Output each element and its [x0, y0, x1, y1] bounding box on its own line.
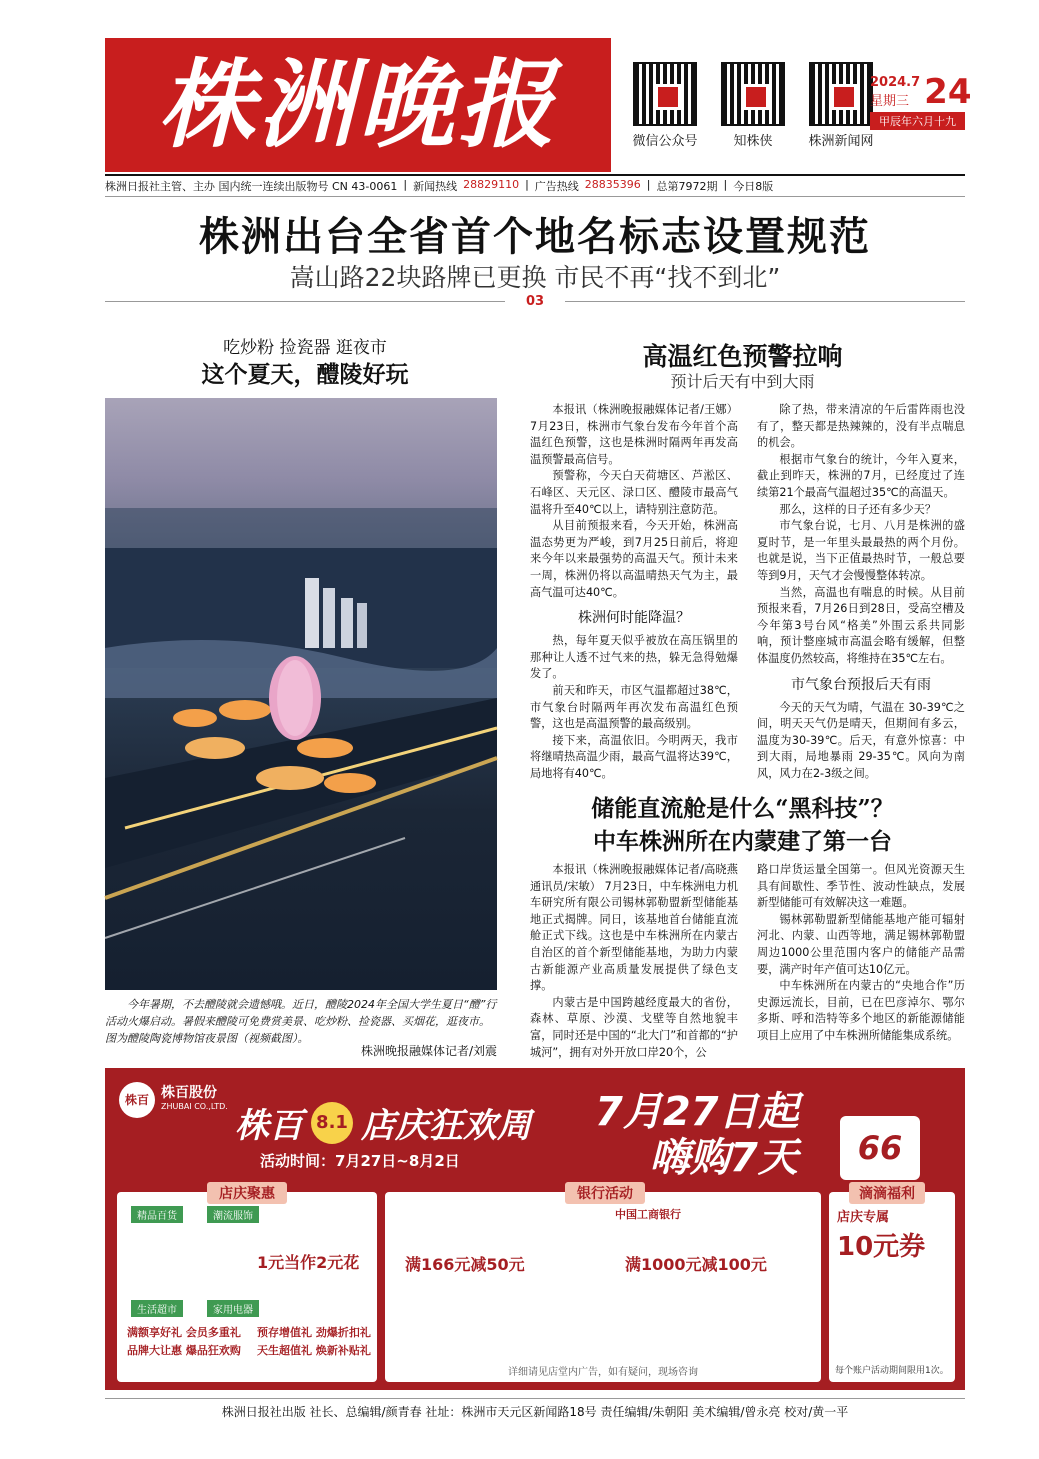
bank-offer: 满166元减50元: [405, 1255, 525, 1274]
weather-column-2: [757, 402, 965, 780]
advertisement[interactable]: [105, 1068, 965, 1390]
paragraph: 锡林郭勒盟新型储能基地产能可辐射河北、内蒙、山西等地，满足锡林郭勒盟周边1000公里范围内客户的储能产品需要，满产时年产值可达10亿元。: [757, 912, 965, 976]
feature-caption: 今年暑期，不去醴陵就会遗憾哦。近日，醴陵2024年全国大学生夏日“醴”行活动火爆启动。暑假来醴陵可免费赏美景、吃炒粉、捡瓷器、买烟花，逛夜市。图为醴陵陶瓷博物馆夜景图（视频截图）。: [105, 998, 497, 1045]
date-weekday: 星期三: [870, 94, 910, 109]
bank-offer: 满1000元减100元: [625, 1255, 767, 1274]
section-heading: 市气象台预报后天有雨: [791, 676, 931, 693]
ad-date-big-1: 7月27日起: [595, 1089, 799, 1135]
paragraph: 从目前预报来看，今天开始，株洲高温态势更为严峻，到7月25日前后，将迎来今年以来最强势的高温天气。预计未来一周，株洲仍将以高温晴热天气为主，最高气温可达40℃。: [530, 519, 738, 599]
lead-headline[interactable]: 株洲出台全省首个地名标志设置规范: [199, 214, 871, 260]
paragraph: 今天的天气为晴，气温在 30-39℃之间，明天天气仍是晴天，但期间有多云，温度为30-39℃。后天，有意外惊喜：中到大雨，局地暴雨 29-35℃。风向为南风，风力在2-3级之间。: [757, 700, 965, 780]
qr-label: 株洲新闻网: [808, 134, 874, 149]
category-tag[interactable]: 潮流服饰: [207, 1206, 259, 1223]
brand-logo-icon: 株百: [119, 1082, 155, 1118]
panel-heading: 银行活动: [565, 1182, 645, 1204]
category-tag[interactable]: 精品百货: [131, 1206, 183, 1223]
category-row: [131, 1206, 259, 1223]
ad-headline-group: [235, 1098, 531, 1147]
weather-title[interactable]: 高温红色预警拉响: [642, 342, 843, 371]
qr-label: 微信公众号: [632, 134, 698, 149]
ad-date-big-2: 嗨购7天: [650, 1135, 798, 1181]
night-city-illustration: [105, 398, 497, 990]
hotline-number: 28829110: [463, 178, 520, 191]
ad-hotline-label: 广告热线: [534, 180, 579, 193]
feature-photo: [105, 398, 497, 990]
didi-title: 店庆专属: [837, 1210, 890, 1225]
page-count: 今日8版: [733, 180, 774, 193]
qr-label: 知株侠: [733, 134, 773, 149]
paragraph: 本报讯（株洲晚报融媒体记者/王娜） 7月23日，株洲市气象台发布今年首个高温红色预警，这也是株洲时隔两年再发高温预警最高信号。: [530, 403, 738, 466]
paragraph: 那么，这样的日子还有多少天？: [779, 502, 937, 516]
paragraph: 当然，高温也有喘息的时候。从目前预报来看，7月26日到28日，受高空槽及今年第3号台风“格美”外围云系共同影响，预计整座城市高温会略有缓解，但整体温度仍然较高，将维持在35℃左右。: [757, 585, 965, 665]
qr-news-site[interactable]: [801, 62, 881, 149]
energy-title-1[interactable]: 储能直流舱是什么“黑科技”？: [591, 795, 894, 822]
feature-credit: 株洲晚报融媒体记者/刘震: [360, 1044, 497, 1058]
energy-title-2[interactable]: 中车株洲所在内蒙建了第一台: [593, 828, 892, 855]
paragraph: 接下来，高温依旧。今明两天，我市将继晴热高温少雨，最高气温将达39℃，局地将有40℃。: [530, 733, 738, 780]
didi-amount: 10元券: [837, 1232, 926, 1262]
ad-brand-en: ZHUBAI CO.,LTD.: [161, 1102, 228, 1111]
promo-line: 预存增值礼 劲爆折扣礼: [257, 1326, 371, 1339]
paragraph: 中车株洲所在内蒙古的“央地合作”历史源远流长，目前，已在巴彦淖尔、鄂尔多斯、呼和浩特等多个地区的新能源储能项目上应用了中车株洲所储能集成系统。: [757, 979, 965, 1042]
paragraph: 市气象台说，七月、八月是株洲的盛夏时节，是一年里头最最热的两个月份。也就是说，当下正值最热时节，一般总要等到9月，天气才会慢慢整体转凉。: [757, 519, 965, 582]
promo-line: 品牌大让惠 爆品狂欢购: [127, 1344, 241, 1357]
feature-kicker: 吃炒粉 捡瓷器 逛夜市: [223, 338, 387, 358]
lead-page-ref[interactable]: 03: [525, 294, 545, 309]
issue-number: 总第7972期: [656, 180, 718, 193]
panel-heading: 店庆聚惠: [207, 1182, 287, 1204]
paragraph: 根据市气象台的统计，今年入夏来，截止到昨天，株洲的7月，已经度过了连续第21个最高气温超过35℃的高温天。: [757, 452, 965, 499]
ad-period: 活动时间：7月27日~8月2日: [260, 1152, 460, 1170]
qr-zhizhuxia[interactable]: [713, 62, 793, 149]
ad-hotline-number: 28835396: [584, 178, 641, 191]
energy-column-2: [757, 862, 965, 1058]
energy-column-1: [530, 862, 738, 1058]
category-tag[interactable]: 生活超市: [131, 1300, 183, 1317]
date-ym: 2024.7: [870, 75, 921, 90]
date-box: [870, 72, 972, 130]
didi-note: 每个账户活动期间限用1次。: [835, 1366, 949, 1376]
qr-group: [625, 62, 881, 149]
ad-brand: 株百股份: [161, 1085, 217, 1101]
category-tag[interactable]: 家用电器: [207, 1300, 259, 1317]
panel-heading: 滴滴福利: [849, 1182, 925, 1204]
masthead-logo: 株洲晚报: [105, 38, 611, 172]
promo-price: 1元当作2元花: [257, 1253, 360, 1272]
feature-title[interactable]: 这个夏天，醴陵好玩: [201, 361, 409, 388]
paragraph: 前天和昨天，市区气温都超过38℃，市气象台时隔两年再次发布高温红色预警，这也是高温预警的最高级别。: [530, 683, 738, 731]
bank-name: 中国工商银行: [615, 1208, 681, 1221]
hotline-label: 新闻热线: [413, 180, 458, 193]
paragraph: 内蒙古是中国跨越经度最大的省份，森林、草原、沙漠、戈壁等自然地貌丰富，同时还是中国的“北大门”和首都的“护城河”，拥有对外开放口岸20个，公: [530, 995, 738, 1059]
ad-headline: 株百: [235, 1106, 303, 1146]
paragraph: 路口岸货运量全国第一。但风光资源天生具有间歇性、季节性、波动性缺点，发展新型储能可有效解决这一难题。: [757, 863, 965, 910]
paragraph: 本报讯（株洲晚报融媒体记者/高晓燕 通讯员/宋敏） 7月23日，中车株洲电力机车研究所有限公司锡林郭勒盟新型储能基地正式揭牌。同日，该基地首台储能直流舱正式下线。这也是中车株洲所在内蒙古自治区的首个新型储能基地，为助力内蒙古新能源产业高质量发展提供了绿色支撑。: [530, 863, 738, 993]
anniversary-badge: 8.1: [311, 1102, 353, 1144]
anniversary-bag-icon: 66: [840, 1116, 920, 1180]
weather-subtitle: 预计后天有中到大雨: [670, 372, 815, 391]
section-heading: 株洲何时能降温？: [578, 610, 690, 627]
bank-note: 详细请见店堂内广告，如有疑问，现场咨询: [508, 1367, 698, 1378]
panel-didi-deals[interactable]: [829, 1186, 955, 1382]
paragraph: 预警称，今天白天荷塘区、芦淞区、石峰区、天元区、渌口区、醴陵市最高气温将升至40℃以上，请特别注意防范。: [530, 469, 738, 516]
panel-store-deals[interactable]: [117, 1186, 377, 1382]
publisher-info: 株洲日报社主管、主办 国内统一连续出版物号 CN 43-0061: [105, 180, 398, 193]
publication-bar: 株洲日报社主管、主办 国内统一连续出版物号 CN 43-0061 | 新闻热线 28829110 | 广告热线 28835396 | 总第7972期 | 今日8版: [105, 178, 774, 193]
promo-line: 满额享好礼 会员多重礼: [127, 1326, 241, 1339]
qr-wechat[interactable]: [625, 62, 705, 149]
paragraph: 除了热，带来清凉的午后雷阵雨也没有了，整天都是热辣辣的，没有半点喘息的机会。: [757, 403, 965, 450]
date-lunar: 甲辰年六月十九: [870, 112, 965, 130]
footer-credits: 株洲日报社出版 社长、总编辑/颜青春 社址：株洲市天元区新闻路18号 责任编辑/朱朝阳 美术编辑/曾永亮 校对/黄一平: [105, 1398, 965, 1420]
panel-bank-deals[interactable]: [385, 1186, 821, 1382]
lead-subhead: 嵩山路22块路牌已更换 市民不再“找不到北”: [289, 263, 781, 292]
paragraph: 热，每年夏天似乎被放在高压锅里的那种让人透不过气来的热，躲无急得勉爆发了。: [530, 634, 738, 681]
promo-line: 天生超值礼 焕新补贴礼: [257, 1344, 371, 1357]
date-day: 24: [924, 72, 972, 112]
weather-column-1: [530, 402, 738, 780]
category-row: [131, 1300, 259, 1317]
ad-headline-2: 店庆狂欢周: [361, 1106, 531, 1146]
